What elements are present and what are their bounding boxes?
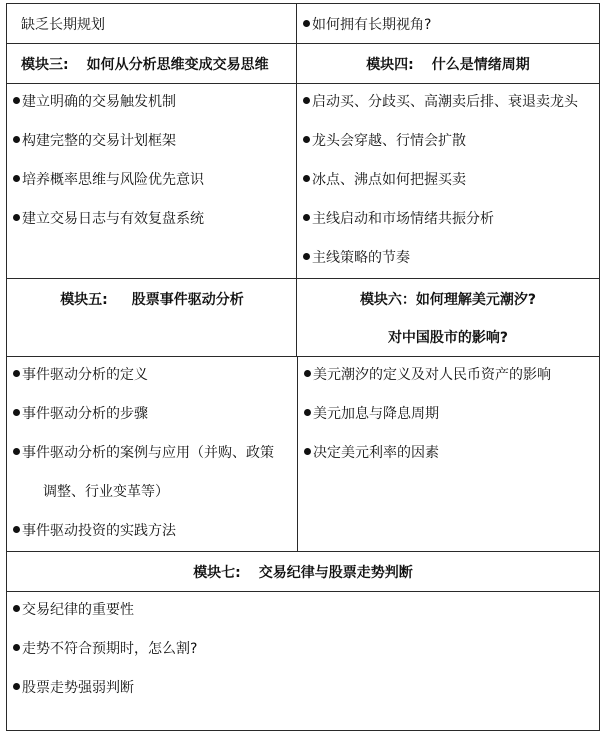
module4-list — [303, 92, 578, 287]
list-item: 主线策略的节奏 — [303, 248, 578, 287]
bullet-icon — [13, 683, 20, 690]
module5-label: 模块五: — [60, 292, 108, 308]
bullet-icon — [13, 97, 20, 104]
module3-content — [6, 83, 298, 280]
module6-title-line2: 对中国股市的影响? — [387, 330, 509, 346]
list-item: 走势不符合预期时，怎么割? — [13, 639, 197, 678]
module6-list — [304, 365, 551, 482]
module6-content — [297, 356, 600, 553]
bullet-icon — [13, 605, 20, 612]
cell-text: 如何拥有长期视角? — [312, 17, 432, 33]
bullet-icon — [13, 175, 20, 182]
cell-long-term-planning — [6, 3, 298, 45]
list-item: 事件驱动分析的案例与应用（并购、政策 — [13, 443, 274, 482]
bullet-icon — [13, 448, 20, 455]
bullet-icon — [303, 175, 310, 182]
list-item: 启动买、分歧买、高潮卖后排、衰退卖龙头 — [303, 92, 578, 131]
list-item: 事件驱动投资的实践方法 — [13, 521, 274, 560]
list-item: 培养概率思维与风险优先意识 — [13, 170, 204, 209]
module7-header — [6, 551, 600, 593]
bullet-icon — [303, 136, 310, 143]
module4-title: 什么是情绪周期 — [431, 57, 530, 73]
bullet-icon — [13, 136, 20, 143]
module5-content — [6, 356, 299, 553]
list-item: 建立明确的交易触发机制 — [13, 92, 204, 131]
cell-long-term-view — [296, 3, 600, 45]
module7-title: 交易纪律与股票走势判断 — [258, 565, 413, 581]
module3-list — [13, 92, 204, 248]
list-item: 构建完整的交易计划框架 — [13, 131, 204, 170]
list-item: 美元潮汐的定义及对人民币资产的影响 — [304, 365, 551, 404]
list-item: 美元加息与降息周期 — [304, 404, 551, 443]
list-item: 决定美元利率的因素 — [304, 443, 551, 482]
module3-label: 模块三: — [21, 57, 69, 73]
module5-header — [6, 278, 298, 358]
module7-list — [13, 600, 197, 717]
module6-header — [296, 278, 600, 358]
list-item: 建立交易日志与有效复盘系统 — [13, 209, 204, 248]
bullet-icon — [304, 448, 311, 455]
bullet-icon — [303, 97, 310, 104]
list-item: 事件驱动分析的定义 — [13, 365, 274, 404]
cell-text: 缺乏长期规划 — [21, 17, 105, 33]
bullet-icon — [13, 409, 20, 416]
list-item: 龙头会穿越、行情会扩散 — [303, 131, 578, 170]
list-item: 事件驱动分析的步骤 — [13, 404, 274, 443]
module4-content — [296, 83, 600, 280]
list-item: 冰点、沸点如何把握买卖 — [303, 170, 578, 209]
module7-content — [6, 591, 600, 731]
module4-header — [296, 43, 600, 85]
bullet-icon — [304, 370, 311, 377]
module6-title-line1: 模块六：如何理解美元潮汐? — [359, 292, 537, 308]
module3-title: 如何从分析思维变成交易思维 — [86, 57, 269, 73]
list-item: 主线启动和市场情绪共振分析 — [303, 209, 578, 248]
bullet-icon — [303, 214, 310, 221]
bullet-icon — [13, 644, 20, 651]
bullet-icon — [13, 214, 20, 221]
bullet-icon — [303, 20, 310, 27]
list-item-continuation: 调整、行业变革等） — [43, 484, 169, 500]
module4-label: 模块四: — [366, 57, 414, 73]
bullet-icon — [13, 370, 20, 377]
bullet-icon — [303, 253, 310, 260]
list-item: 交易纪律的重要性 — [13, 600, 197, 639]
module3-header — [6, 43, 298, 85]
bullet-icon — [304, 409, 311, 416]
module5-list — [13, 365, 274, 560]
module5-title: 股票事件驱动分析 — [131, 292, 244, 308]
module7-label: 模块七: — [193, 565, 241, 581]
list-item: 股票走势强弱判断 — [13, 678, 197, 717]
bullet-icon — [13, 526, 20, 533]
